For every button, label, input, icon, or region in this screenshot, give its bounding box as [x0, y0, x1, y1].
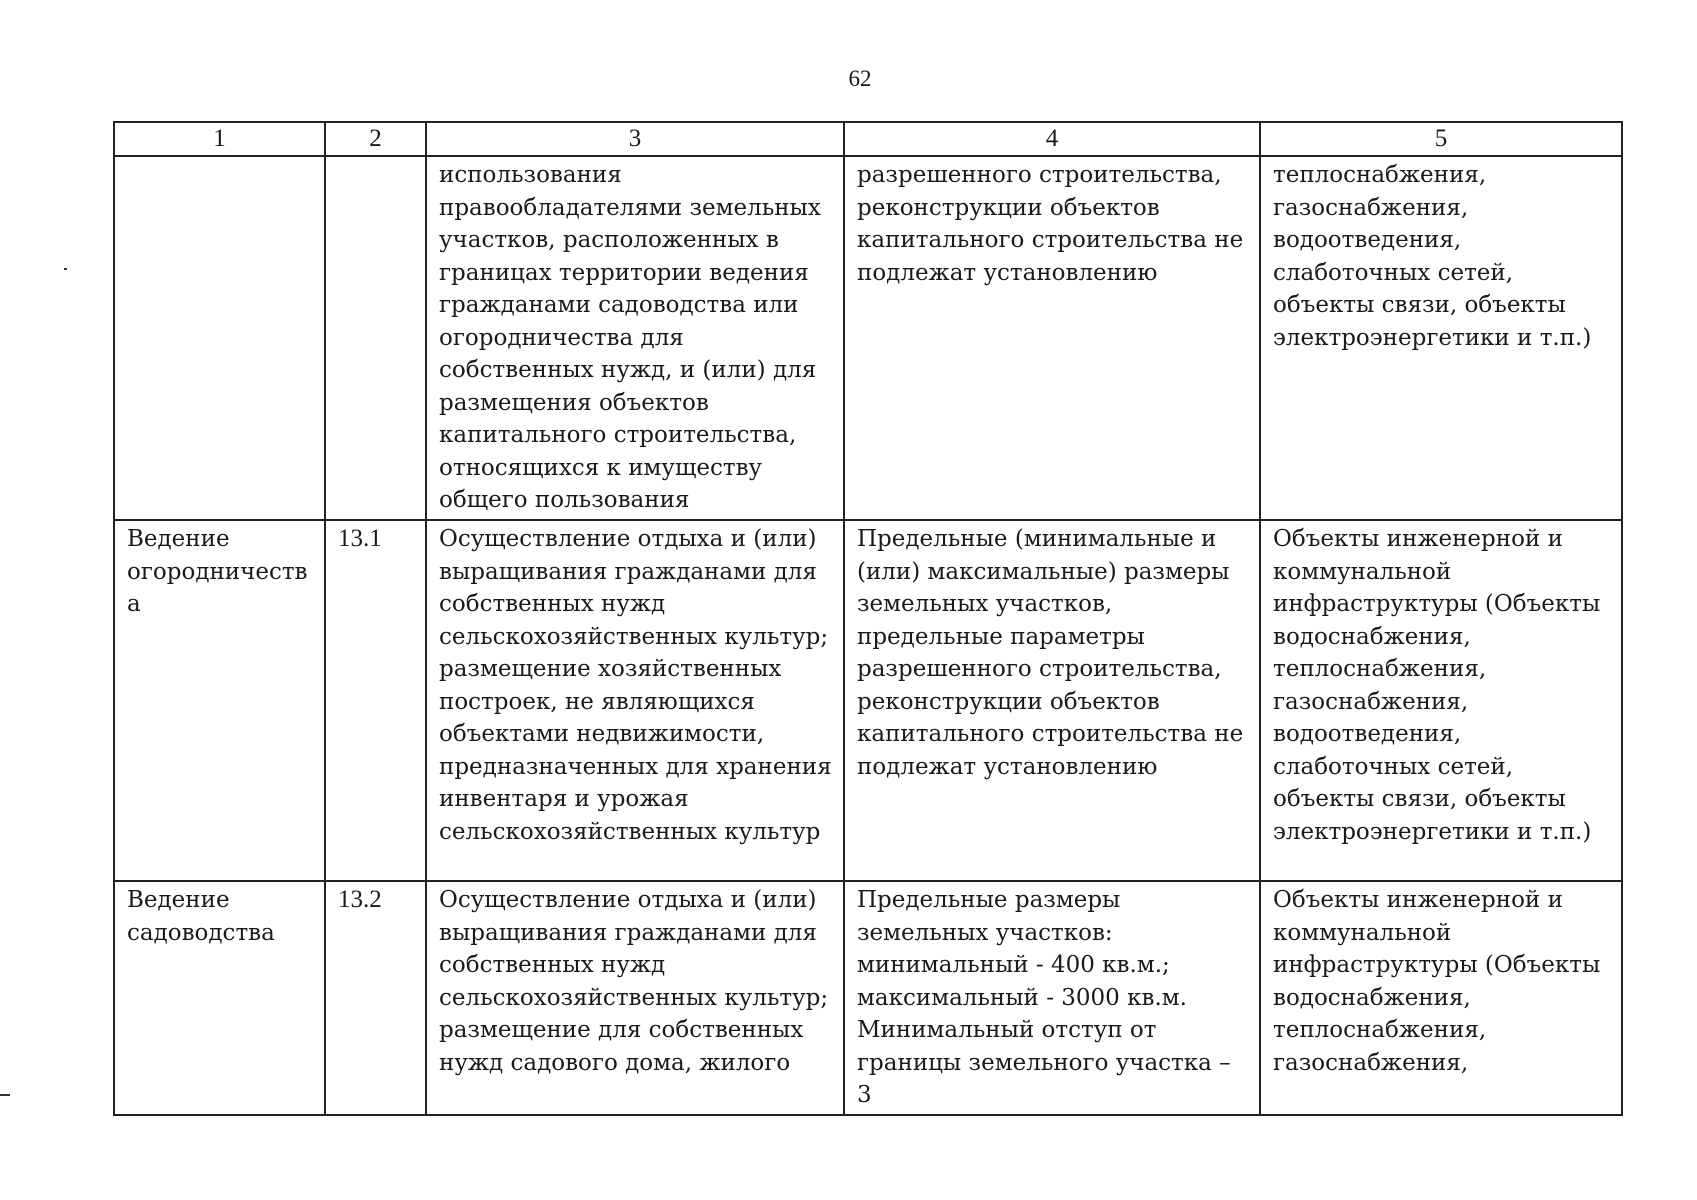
cell-description: Осуществление отдыха и (или) выращивания гражданами для собственных нужд сельскохозяйственных культур; размещение хозяйственных построек, не являющихся объектами недвижимости, предназначенных для хранения инвентаря и урожая сельскохозяйственных культур: [426, 520, 844, 881]
column-header: 1: [114, 122, 325, 156]
cell-description: использования правообладателями земельных участков, расположенных в границах территории ведения гражданами садоводства или огородничества для собственных нужд, и (или) для размещения объектов капитального строительства, относящихся к имуществу общего пользования: [426, 156, 844, 520]
cell-use-type: [114, 156, 325, 520]
table-row: [114, 156, 1622, 520]
table-row: [114, 881, 1622, 1115]
column-header: 5: [1260, 122, 1622, 156]
page-number: 62: [848, 66, 872, 91]
cell-objects: теплоснабжения, газоснабжения, водоотведения, слаботочных сетей, объекты связи, объекты электроэнергетики и т.п.): [1260, 156, 1622, 520]
cell-use-type: Ведение садоводства: [114, 881, 325, 1115]
cell-use-type: Ведение огородничеств а: [114, 520, 325, 881]
cell-code: 13.1: [325, 520, 426, 881]
cell-parameters: Предельные (минимальные и (или) максимальные) размеры земельных участков, предельные параметры разрешенного строительства, реконструкции объектов капитального строительства не подлежат установлению: [844, 520, 1260, 881]
column-header: 4: [844, 122, 1260, 156]
cell-objects: Объекты инженерной и коммунальной инфраструктуры (Объекты водоснабжения, теплоснабжения, газоснабжения, водоотведения, слаботочных сетей, объекты связи, объекты электроэнергетики и т.п.): [1260, 520, 1622, 881]
table-header-row: [114, 122, 1622, 156]
cell-description: Осуществление отдыха и (или) выращивания гражданами для собственных нужд сельскохозяйственных культур; размещение для собственных нужд садового дома, жилого: [426, 881, 844, 1115]
column-header: 2: [325, 122, 426, 156]
land-use-table: [113, 121, 1623, 1116]
cell-objects: Объекты инженерной и коммунальной инфраструктуры (Объекты водоснабжения, теплоснабжения, газоснабжения,: [1260, 881, 1622, 1115]
cell-parameters: Предельные размеры земельных участков: минимальный - 400 кв.м.; максимальный - 3000 кв.м. Минимальный отступ от границы земельного участка – 3: [844, 881, 1260, 1115]
margin-mark: [0, 1094, 10, 1096]
margin-mark: [64, 268, 67, 270]
cell-parameters: разрешенного строительства, реконструкции объектов капитального строительства не подлежат установлению: [844, 156, 1260, 520]
cell-code: [325, 156, 426, 520]
table-row: [114, 520, 1622, 881]
cell-code: 13.2: [325, 881, 426, 1115]
column-header: 3: [426, 122, 844, 156]
